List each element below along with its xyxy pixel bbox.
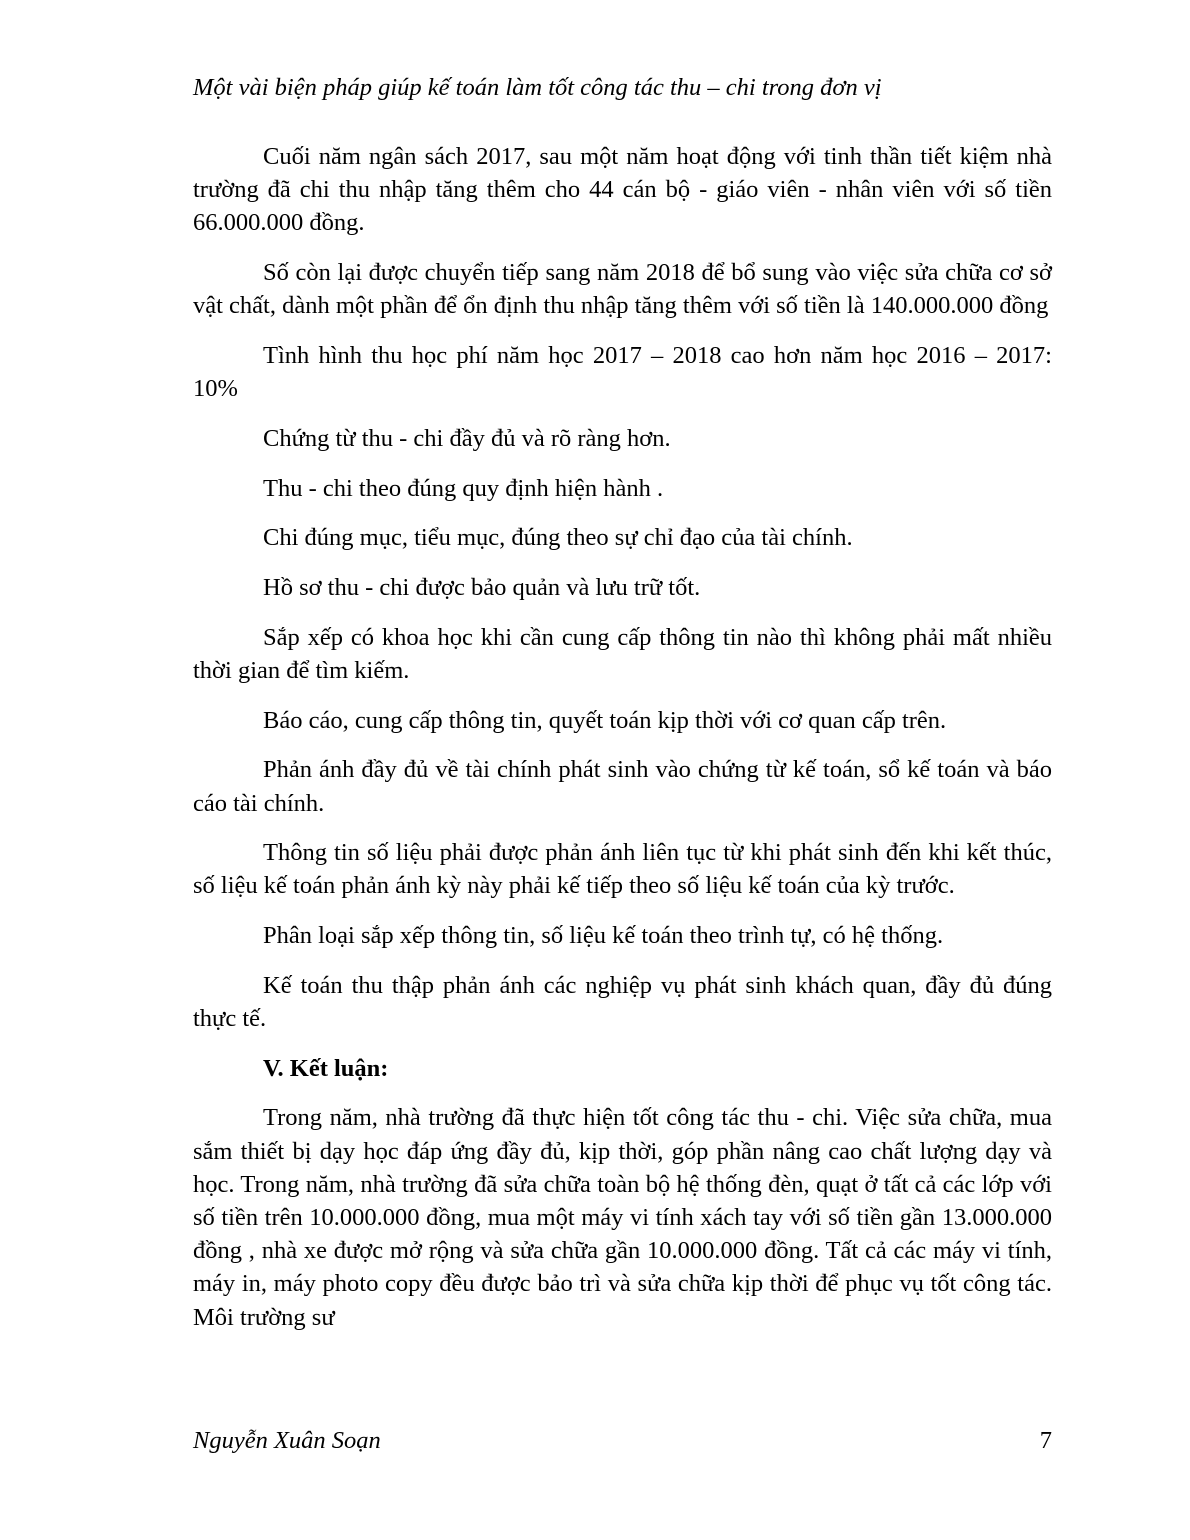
paragraph: Sắp xếp có khoa học khi cần cung cấp thông tin nào thì không phải mất nhiều thời gian để tìm kiếm. bbox=[193, 623, 1052, 684]
page-body bbox=[193, 140, 1052, 1350]
page-number: 7 bbox=[1039, 1427, 1052, 1454]
paragraph: Hồ sơ thu - chi được bảo quản và lưu trữ tốt. bbox=[263, 574, 701, 602]
paragraph: Kế toán thu thập phản ánh các nghiệp vụ phát sinh khách quan, đầy đủ đúng thực tế. bbox=[193, 971, 1052, 1033]
paragraph: Báo cáo, cung cấp thông tin, quyết toán kịp thời với cơ quan cấp trên. bbox=[263, 706, 947, 734]
paragraph: Cuối năm ngân sách 2017, sau một năm hoạt động với tinh thần tiết kiệm nhà trường đã chi thu nhập tăng thêm cho 44 cán bộ - giáo viên - nhân viên với số tiền 66.000.000 đồng. bbox=[193, 143, 1052, 237]
paragraph: Thu - chi theo đúng quy định hiện hành . bbox=[263, 474, 664, 502]
paragraph: Phản ánh đầy đủ về tài chính phát sinh vào chứng từ kế toán, sổ kế toán và báo cáo tài chính. bbox=[193, 756, 1052, 817]
running-header: Một vài biện pháp giúp kế toán làm tốt công tác thu – chi trong đơn vị bbox=[193, 74, 882, 101]
paragraph: Tình hình thu học phí năm học 2017 – 2018 cao hơn năm học 2016 – 2017: 10% bbox=[193, 342, 1052, 403]
paragraph: Số còn lại được chuyển tiếp sang năm 2018 để bổ sung vào việc sửa chữa cơ sở vật chất, dành một phần để ổn định thu nhập tăng thêm với số tiền là 140.000.000 đồng bbox=[193, 259, 1052, 320]
paragraph: Phân loại sắp xếp thông tin, số liệu kế toán theo trình tự, có hệ thống. bbox=[263, 922, 944, 950]
footer-author: Nguyễn Xuân Soạn bbox=[193, 1427, 381, 1454]
conclusion-paragraph: Trong năm, nhà trường đã thực hiện tốt công tác thu - chi. Việc sửa chữa, mua sắm thiết bị dạy học đáp ứng đầy đủ, kịp thời, góp phần nâng cao chất lượng dạy và học. Trong năm, nhà trường đã sửa chữa toàn bộ hệ thống đèn, quạt ở tất cả các lớp với số tiền trên 10.000.000 đồng, mua một máy vi tính xách tay với số tiền gần 13.000.000 đồng , nhà xe được mở rộng và sửa chữa gần 10.000.000 đồng. Tất cả các máy vi tính, máy in, máy photo copy đều được bảo trì và sửa chữa kịp thời để phục vụ tốt công tác. Môi trường sư bbox=[193, 1104, 1052, 1331]
paragraph: Thông tin số liệu phải được phản ánh liên tục từ khi phát sinh đến khi kết thúc, số liệu kế toán phản ánh kỳ này phải kế tiếp theo số liệu kế toán của kỳ trước. bbox=[193, 839, 1052, 900]
paragraph: Chứng từ thu - chi đầy đủ và rõ ràng hơn. bbox=[263, 424, 671, 452]
paragraph: Chi đúng mục, tiểu mục, đúng theo sự chỉ đạo của tài chính. bbox=[263, 524, 853, 552]
section-heading: V. Kết luận: bbox=[263, 1054, 389, 1082]
